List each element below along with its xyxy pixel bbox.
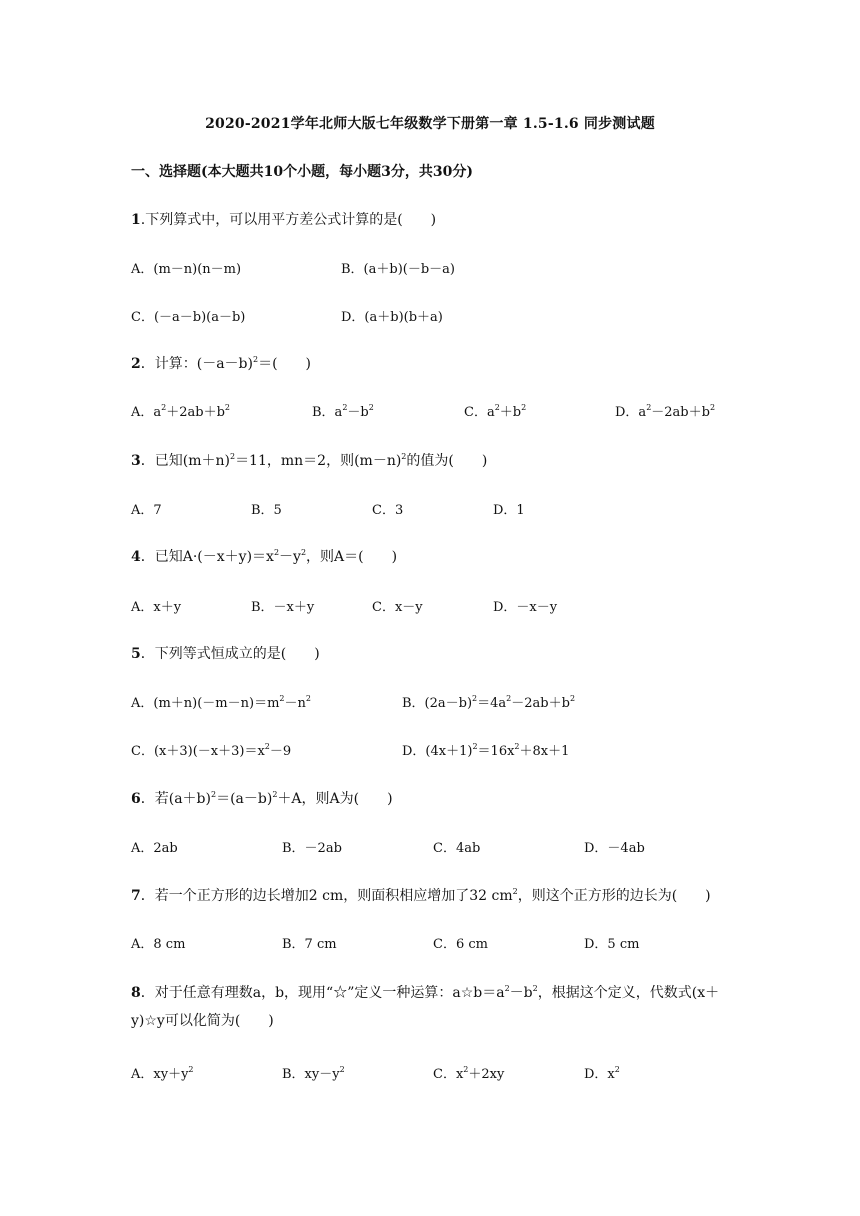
option-b: B．5 [251,503,282,518]
question-4-options [131,596,731,616]
option-d: D．5 cm [584,937,640,952]
question-text: ．已知$(m+n)^2=11$，mn＝2，则$(m-n)^2$的值为( ) [140,452,488,469]
question-number: 7 [131,888,141,904]
question-text: ．下列等式恒成立的是( ) [140,646,320,662]
question-8-options [131,1063,731,1083]
option-a: A．7 [131,503,162,518]
option-c: C．$x^2+2xy$ [433,1065,505,1082]
option-b: B．$(2a-b)^2=4a^2-2ab+b^2$ [402,694,576,711]
question-text: ．已知$A\cdot(-x+y)=x^2-y^2$，则A＝( ) [140,548,398,565]
option-a: A．$a^2+2ab+b^2$ [131,403,230,420]
option-c: C．6 cm [433,937,488,952]
question-6 [131,788,393,808]
option-a: A．2ab [131,841,178,856]
option-c: C．x－y [372,600,423,615]
section-heading: 一、选择题(本大题共10个小题，每小题3分，共30分) [131,164,473,180]
option-d: D．(a＋b)(b＋a) [341,310,443,325]
option-c: C．3 [372,503,404,518]
question-2 [131,353,311,373]
option-a: A．x＋y [131,600,182,615]
question-number: 8 [131,985,141,1001]
option-b: B．－2ab [282,841,342,856]
option-a: A．8 cm [131,937,186,952]
question-1-options [131,258,731,278]
option-b: B．7 cm [282,937,337,952]
question-number: 5 [131,646,141,662]
question-5-options [131,692,731,712]
question-text: ．对于任意有理数a，b，现用“☆”定义一种运算：$a☆b=a^2-b^2$，根据这个定义，代数式(x＋y)☆y可以化简为( ) [131,984,720,1029]
question-text: .下列算式中，可以用平方差公式计算的是( ) [140,212,437,228]
question-3 [131,450,487,470]
question-text: ．计算：$(-a-b)^2=$( ) [140,355,312,372]
option-d: D．$a^2-2ab+b^2$ [615,403,716,420]
option-a: A．$(m+n)(-m-n)=m^2-n^2$ [131,694,311,711]
question-5-options-row2 [131,740,731,760]
question-number: 4 [131,549,141,565]
option-b: B．(a＋b)(－b－a) [341,262,455,277]
option-d: D．1 [493,503,525,518]
question-1-options-row2 [131,306,731,326]
option-d: D．－4ab [584,841,645,856]
option-d: D．$(4x+1)^2=16x^2+8x+1$ [402,742,570,759]
question-5 [131,643,320,663]
page-title: 2020-2021学年北师大版七年级数学下册第一章 1.5-1.6 同步测试题 [205,116,655,132]
question-3-options [131,499,731,519]
question-6-options [131,837,731,857]
question-2-options [131,401,731,421]
question-number: 2 [131,356,141,372]
question-8 [131,975,731,1035]
option-c: C．(－a－b)(a－b) [131,310,246,325]
question-1 [131,209,436,229]
option-d: D．$x^2$ [584,1065,620,1082]
question-4 [131,546,397,566]
option-b: B．$xy-y^2$ [282,1065,345,1082]
question-text: ．若一个正方形的边长增加2 cm，则面积相应增加了32 $cm^2$，则这个正方形的边长为( ) [140,887,711,904]
option-c: C．$(x+3)(-x+3)=x^2-9$ [131,742,292,759]
question-7 [131,885,711,905]
option-a: A．(m－n)(n－m) [131,262,242,277]
question-number: 6 [131,791,141,807]
question-7-options [131,933,731,953]
option-b: B．－x＋y [251,600,315,615]
option-b: B．$a^2-b^2$ [312,403,374,420]
option-a: A．$xy+y^2$ [131,1065,194,1082]
question-number: 1 [131,212,141,228]
question-number: 3 [131,453,141,469]
question-text: ．若$(a+b)^2=(a-b)^2+A$，则A为( ) [140,790,393,807]
option-d: D．－x－y [493,600,558,615]
option-c: C．$a^2+b^2$ [464,403,527,420]
option-c: C．4ab [433,841,481,856]
